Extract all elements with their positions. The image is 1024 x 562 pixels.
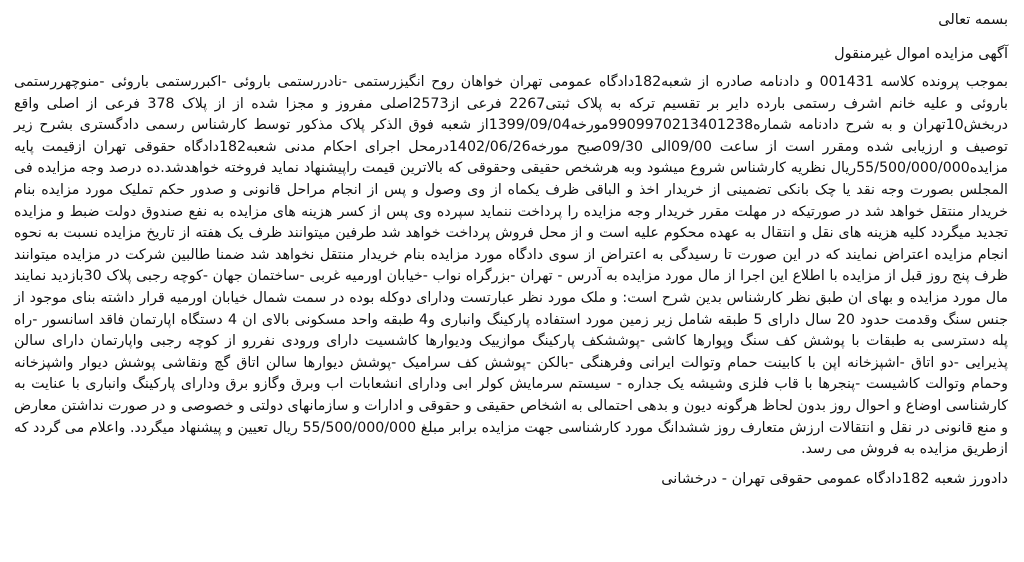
notice-body-paragraph: بموجب پرونده کلاسه 001431 و دادنامه صادره از شعبه182دادگاه عمومی تهران خواهان روح انگیزرستمی -نادررستمی باروئی -اکبررستمی باروئی -منوچهررستمی باروئی و علیه خانم اشرف رستمی بارده دایر بر تقسیم ترکه به پلاک ثبتی2267 فرعی از2573اصلی مفروز و مجزا شده از از پلاک 378 فرعی از اصلی واقع دربخش10تهران و به شرح دادنامه شماره9909970213401238مورخه1399/09/04از شعبه فوق الذکر پلاک مذکور توسط کارشناس رسمی دادگستری بشرح زیر توصیف و ارزیابی شده ومقرر است از ساعت 09/00الی 09/30صبح مورخه1402/06/26درمحل اجرای احکام مدنی شعبه182دادگاه حقوقی تهران ازقیمت پایه مزایده55/500/000/000ریال نظریه کارشناس شروع میشود وبه هرشخص حقیقی وحقوقی که بالاترین قیمت راپیشنهاد نماید فروخته خواهدشد.ده درصد وجه مزایده فی المجلس بصورت وجه نقد یا چک بانکی تضمینی از خریدار اخذ و الباقی ظرف یکماه از وی وصول و پس از انجام مراحل قانونی و صدور حکم تملیک مورد مزایده بنام خریدار منتقل خواهد شد در صورتیکه در مهلت مقرر خریدار وجه مزایده را پرداخت ننماید سپرده وی پس از کسر هزینه های مزایده به نفع صندوق دولت ضبط و مزایده تجدید میگردد کلیه هزینه های نقل و انتقال به عهده محکوم علیه است و از محل فروش پرداخت خواهد شد طرفین میتوانند ظرف یک هفته از تاریخ مزایده نسبت به نحوه انجام مزایده اعتراض نمایند که در این صورت تا رسیدگی به اعتراض از سوی دادگاه مورد مزایده بنام خریدار منتقل نخواهد شد ضمنا طالبین شرکت در مزایده میتوانند ظرف پنج روز قبل از مزایده با اطلاع این اجرا از مال مورد مزایده به آدرس - تهران -بزرگراه نواب -خیابان اورمیه غربی -ساختمان جهان -کوچه رجبی پلاک 30بازدید نمایند مال مورد مزایده و بهای ان طبق نظر کارشناس بدین شرح است: و ملک مورد نظر عبارتست ودارای دوکله بوده در سمت شمال خیابان اورمیه قرار داشته بنای موجود از جنس سنگ وقدمت حدود 20 سال دارای 5 طبقه شامل زیر زمین مورد استفاده پارکینگ وانباری و4 طبقه واحد مسکونی بالای ان 4 دستگاه اپارتمان فاقد اسانسور -راه پله دسترسی به طبقات با پوشش کف سنگ وپوارها کاشی -پوششکف پارکینگ موازییک ودیوارها کاشسیت دارای ورودی نفررو از کوچه رجبی واپارتمان دارای سالن پذیرایی -دو اتاق -اشپزخانه اپن با کابینت حمام وتوالت ایرانی وفرهنگی -بالکن -پوشش کف سرامیک -پوشش دیوارها سالن اتاق گچ ونقاشی پوشش دیوار واشپزخانه وحمام وتوالت کاشیست -پنجرها با قاب فلزی وشیشه یک جداره - سیستم سرمایش کولر ابی ودارای انشعابات اب وبرق وگازو برق ودارای پارکینگ وانباری با عنایت به کارشناسی اوضاع و احوال روز بدون لحاظ هرگونه دیون و بدهی احتمالی به اشخاص حقیقی و حقوقی و ادارات و سازمانهای دولتی و خصوصی و در صورت نداشتن معارض و منع قانونی در نقل و انتقالات ارزش متعارف روز ششدانگ مورد کارشناسی جهت مزایده برابر مبلغ 55/500/000/000 ریال تعیین و پیشنهاد میگردد. واعلام می گردد که ازطریق مزایده به فروش می رسد.: [14, 74, 1008, 458]
basmala-heading: بسمه تعالی: [938, 12, 1008, 28]
notice-title: آگهی مزایده اموال غیرمنقول: [834, 46, 1008, 62]
notice-signature: دادورز شعبه 182دادگاه عمومی حقوقی تهران - درخشانی: [661, 470, 1008, 487]
